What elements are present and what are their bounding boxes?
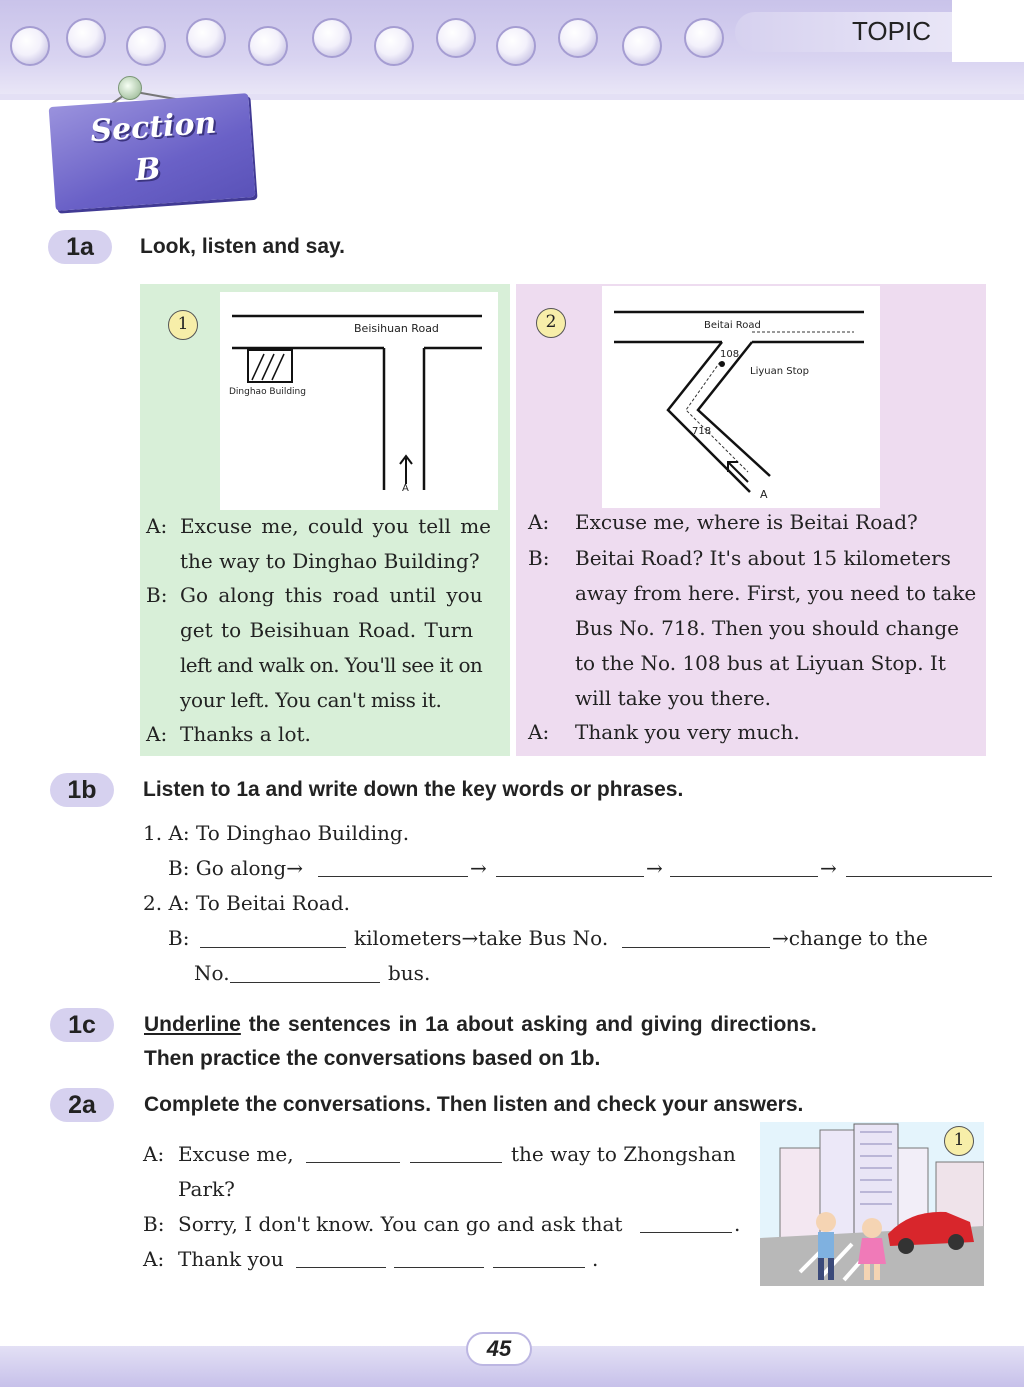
exercise-2a-text: Sorry, I don't know. You can go and ask that bbox=[178, 1212, 623, 1236]
exercise-1b-item-2-text: No. bbox=[194, 961, 230, 985]
circle-icon bbox=[126, 26, 166, 66]
instruction-2a: Complete the conversations. Then listen and check your answers. bbox=[144, 1093, 804, 1116]
answer-blank[interactable] bbox=[496, 876, 644, 877]
section-badge bbox=[49, 93, 256, 211]
circle-icon bbox=[436, 18, 476, 58]
dialog-2-speaker: A: bbox=[528, 510, 550, 534]
map-number-2: 2 bbox=[536, 308, 566, 338]
dialog-1-line: your left. You can't miss it. bbox=[180, 688, 442, 712]
dialog-1-line: Go along this road until you bbox=[180, 583, 483, 607]
answer-blank[interactable] bbox=[493, 1267, 585, 1268]
exercise-2a-text: Excuse me, bbox=[178, 1142, 294, 1166]
circle-icon bbox=[248, 26, 288, 66]
arrow-text: → bbox=[820, 856, 837, 880]
dialog-2-line: to the No. 108 bus at Liyuan Stop. It bbox=[575, 651, 946, 675]
circle-icon bbox=[558, 18, 598, 58]
exercise-1b-item-2-question: 2. A: To Beitai Road. bbox=[143, 891, 350, 915]
exercise-1b-item-1-answer: B: Go along→ bbox=[168, 856, 303, 880]
arrow-text: → bbox=[646, 856, 663, 880]
exercise-2a-speaker: A: bbox=[143, 1142, 165, 1166]
circle-icon bbox=[66, 18, 106, 58]
dialog-1-line: get to Beisihuan Road. Turn bbox=[180, 618, 474, 642]
dialog-1-speaker: A: bbox=[146, 514, 168, 538]
dialog-2-speaker: A: bbox=[528, 720, 550, 744]
instruction-1a: Look, listen and say. bbox=[140, 235, 345, 258]
exercise-2a-text: Thank you bbox=[178, 1247, 284, 1271]
map-2-bus-108-label: 108 bbox=[720, 349, 740, 360]
circle-icon bbox=[312, 18, 352, 58]
answer-blank[interactable] bbox=[296, 1267, 386, 1268]
map-2-bus-718-label: 718 bbox=[692, 426, 712, 437]
dialog-1-line: left and walk on. You'll see it on bbox=[180, 653, 483, 677]
instruction-1c-rest: the sentences in 1a about asking and giving directions. bbox=[240, 1013, 817, 1036]
section-letter: B bbox=[134, 151, 162, 189]
dialog-2-line: will take you there. bbox=[575, 686, 772, 710]
dialog-2-speaker: B: bbox=[528, 546, 550, 570]
map-1-start-label: A bbox=[402, 483, 409, 494]
arrow-text: → bbox=[470, 856, 487, 880]
decorative-circles bbox=[0, 14, 740, 64]
exercise-1b-item-1-question: 1. A: To Dinghao Building. bbox=[143, 821, 410, 845]
map-1-road-label: Beisihuan Road bbox=[354, 322, 439, 335]
map-2-stop-label: Liyuan Stop bbox=[750, 366, 809, 377]
circle-icon bbox=[684, 18, 724, 58]
dialog-1-line: Excuse me, could you tell me bbox=[180, 514, 492, 538]
exercise-2a-text: Park? bbox=[178, 1177, 235, 1201]
exercise-2a-speaker: A: bbox=[143, 1247, 165, 1271]
answer-blank[interactable] bbox=[394, 1267, 484, 1268]
activity-label-1c: 1c bbox=[50, 1008, 114, 1042]
pin-icon bbox=[118, 76, 142, 100]
section-word: Section bbox=[89, 105, 218, 150]
picture-number: 1 bbox=[944, 1126, 974, 1156]
topic-label: TOPIC bbox=[852, 16, 931, 46]
map-2-road-label: Beitai Road bbox=[704, 320, 761, 331]
page-number: 45 bbox=[486, 1336, 512, 1361]
activity-label-1b: 1b bbox=[50, 773, 114, 807]
dialog-1-line: the way to Dinghao Building? bbox=[180, 549, 480, 573]
answer-blank[interactable] bbox=[230, 982, 380, 983]
answer-blank[interactable] bbox=[846, 876, 992, 877]
answer-blank[interactable] bbox=[670, 876, 818, 877]
answer-blank[interactable] bbox=[410, 1162, 502, 1163]
circle-icon bbox=[186, 18, 226, 58]
dialog-2-line: Beitai Road? It's about 15 kilometers bbox=[575, 546, 951, 570]
dialog-2-line: Thank you very much. bbox=[575, 720, 800, 744]
exercise-2a-text: . bbox=[734, 1212, 741, 1236]
answer-blank[interactable] bbox=[318, 876, 468, 877]
dialog-1-speaker: B: bbox=[146, 583, 168, 607]
instruction-1b: Listen to 1a and write down the key words or phrases. bbox=[143, 778, 684, 801]
answer-blank[interactable] bbox=[622, 947, 770, 948]
circle-icon bbox=[622, 26, 662, 66]
answer-blank[interactable] bbox=[640, 1232, 732, 1233]
answer-blank[interactable] bbox=[200, 947, 346, 948]
circle-icon bbox=[10, 26, 50, 66]
activity-label-2a: 2a bbox=[50, 1088, 114, 1122]
topic-box bbox=[952, 0, 1024, 62]
dialog-1-line: Thanks a lot. bbox=[180, 722, 311, 746]
dialog-2-line: Bus No. 718. Then you should change bbox=[575, 616, 960, 640]
activity-label-1a: 1a bbox=[48, 230, 112, 264]
page-number-badge bbox=[466, 1332, 532, 1366]
exercise-1b-item-2-text: kilometers→take Bus No. bbox=[354, 926, 609, 950]
answer-blank[interactable] bbox=[306, 1162, 400, 1163]
exercise-2a-speaker: B: bbox=[143, 1212, 165, 1236]
circle-icon bbox=[496, 26, 536, 66]
instruction-1c-line-2: Then practice the conversations based on 1b. bbox=[144, 1047, 601, 1070]
map-number-1: 1 bbox=[168, 310, 198, 340]
dialog-1-speaker: A: bbox=[146, 722, 168, 746]
map-2-start-label: A bbox=[760, 488, 768, 501]
exercise-1b-item-2-text: bus. bbox=[388, 961, 431, 985]
underline-word: Underline bbox=[144, 1013, 241, 1036]
dialog-2-line: Excuse me, where is Beitai Road? bbox=[575, 510, 918, 534]
exercise-1b-item-2-text: →change to the bbox=[772, 926, 928, 950]
instruction-1c bbox=[144, 1013, 817, 1037]
circle-icon bbox=[374, 26, 414, 66]
exercise-2a-text: the way to Zhongshan bbox=[511, 1142, 736, 1166]
dialog-2-line: away from here. First, you need to take bbox=[575, 581, 977, 605]
exercise-2a-text: . bbox=[592, 1247, 599, 1271]
exercise-1b-item-2-label: B: bbox=[168, 926, 190, 950]
map-1-building-label: Dinghao Building bbox=[229, 387, 306, 397]
